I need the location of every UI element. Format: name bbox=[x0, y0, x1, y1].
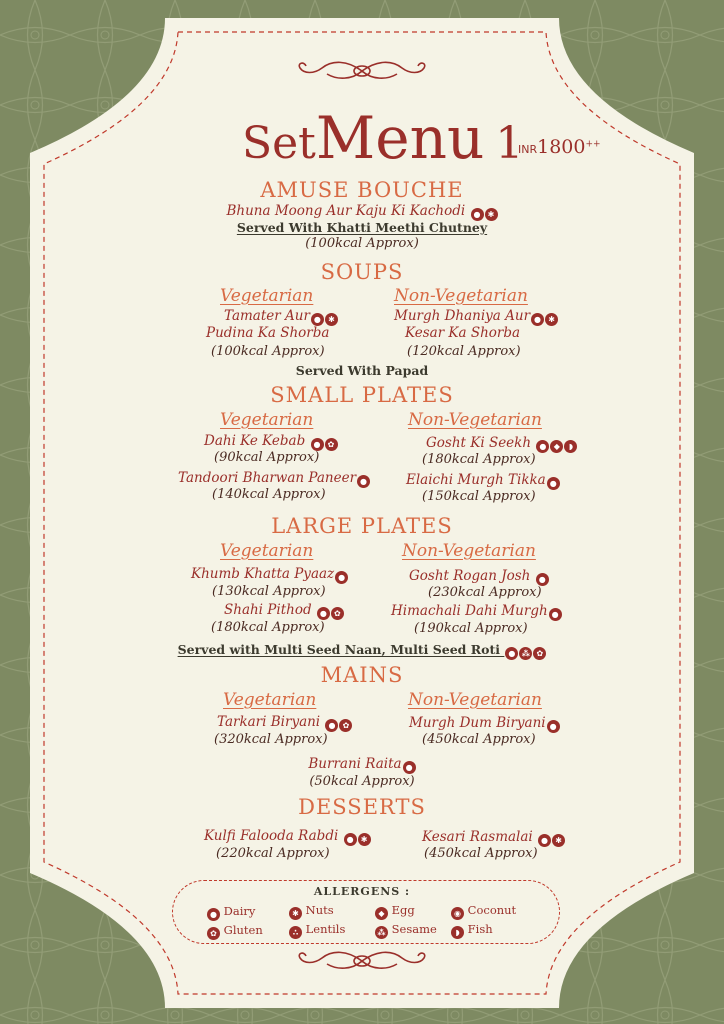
mains-veg-label: Vegetarian bbox=[223, 690, 317, 710]
mains-veg-kcal-1: (320kcal Approx) bbox=[214, 732, 328, 747]
dessert-name-2: Kesari Rasmalai bbox=[422, 829, 533, 845]
dairy-icon: ● bbox=[549, 608, 562, 621]
dairy-icon: ● bbox=[403, 761, 416, 774]
soup-nonveg-kcal: (120kcal Approx) bbox=[407, 344, 521, 359]
amuse-bouche-item bbox=[30, 203, 694, 221]
dairy-icon: ● bbox=[531, 313, 544, 326]
soups-veg-label: Vegetarian bbox=[220, 286, 314, 306]
desserts-heading: DESSERTS bbox=[298, 795, 426, 819]
legend-sesame bbox=[374, 922, 437, 939]
dairy-icon: ● bbox=[471, 208, 484, 221]
soup-nonveg-line1 bbox=[394, 308, 558, 326]
small-plates-heading: SMALL PLATES bbox=[270, 383, 454, 407]
small-nonveg-name-1: Gosht Ki Seekh bbox=[426, 435, 532, 451]
dairy-icon: ● bbox=[505, 647, 518, 660]
dairy-icon: ● bbox=[207, 908, 220, 921]
nuts-icon: ✱ bbox=[325, 313, 338, 326]
mains-nonveg-kcal-1: (450kcal Approx) bbox=[422, 732, 536, 747]
dessert-item-2 bbox=[422, 829, 565, 847]
lentils-icon: ∴ bbox=[289, 926, 302, 939]
large-veg-kcal-2: (180kcal Approx) bbox=[211, 620, 325, 635]
dairy-icon: ● bbox=[317, 607, 330, 620]
menu-card bbox=[30, 18, 694, 1008]
amuse-bouche-kcal: (100kcal Approx) bbox=[305, 236, 419, 251]
amuse-bouche-name: Bhuna Moong Aur Kaju Ki Kachodi bbox=[226, 203, 466, 219]
top-flourish-ornament bbox=[292, 58, 432, 84]
nuts-icon: ✱ bbox=[545, 313, 558, 326]
bottom-flourish-ornament bbox=[292, 948, 432, 974]
legend-coconut bbox=[450, 903, 516, 920]
soups-nonveg-label: Non-Vegetarian bbox=[394, 286, 528, 306]
title-number: 1 bbox=[495, 118, 524, 169]
dairy-icon: ● bbox=[325, 719, 338, 732]
small-veg-item-1 bbox=[204, 433, 338, 451]
amuse-bouche-note: Served With Khatti Meethi Chutney bbox=[236, 220, 488, 235]
small-veg-name-2: Tandoori Bharwan Paneer bbox=[178, 470, 357, 486]
small-nonveg-item-2 bbox=[406, 472, 560, 490]
sesame-icon: ⁂ bbox=[519, 647, 532, 660]
raita-item bbox=[30, 756, 694, 774]
nuts-icon: ✱ bbox=[289, 907, 302, 920]
large-plates-heading: LARGE PLATES bbox=[271, 514, 453, 538]
sesame-icon: ⁂ bbox=[375, 926, 388, 939]
coconut-icon: ◉ bbox=[451, 907, 464, 920]
price-value: 1800 bbox=[537, 136, 586, 158]
large-nonveg-kcal-2: (190kcal Approx) bbox=[414, 621, 528, 636]
legend-nuts-label: Nuts bbox=[305, 903, 334, 917]
dessert-kcal-2: (450kcal Approx) bbox=[424, 846, 538, 861]
legend-lentils bbox=[288, 922, 345, 939]
raita-kcal: (50kcal Approx) bbox=[309, 774, 415, 789]
raita-name: Burrani Raita bbox=[308, 756, 402, 772]
large-veg-kcal-1: (130kcal Approx) bbox=[212, 584, 326, 599]
small-nonveg-kcal-2: (150kcal Approx) bbox=[422, 489, 536, 504]
small-veg-name-1: Dahi Ke Kebab bbox=[204, 433, 306, 449]
soup-nonveg-line2: Kesar Ka Shorba bbox=[405, 325, 521, 341]
dairy-icon: ● bbox=[344, 833, 357, 846]
small-veg-kcal-2: (140kcal Approx) bbox=[212, 487, 326, 502]
mains-nonveg-name-1: Murgh Dum Biryani bbox=[409, 715, 546, 731]
menu-title bbox=[242, 104, 523, 172]
dessert-kcal-1: (220kcal Approx) bbox=[216, 846, 330, 861]
legend-nuts bbox=[288, 903, 334, 920]
dairy-icon: ● bbox=[536, 573, 549, 586]
large-nonveg-name-1: Gosht Rogan Josh bbox=[409, 568, 531, 584]
large-nonveg-kcal-1: (230kcal Approx) bbox=[428, 585, 542, 600]
mains-nonveg-label: Non-Vegetarian bbox=[408, 690, 542, 710]
legend-dairy bbox=[206, 904, 255, 921]
soup-veg-name-1: Tamater Aur bbox=[224, 308, 310, 324]
small-nonveg-item-1 bbox=[426, 435, 577, 453]
large-veg-name-2: Shahi Pithod bbox=[224, 602, 312, 618]
dairy-icon: ● bbox=[547, 720, 560, 733]
fish-icon: ◗ bbox=[564, 440, 577, 453]
legend-fish-label: Fish bbox=[467, 922, 493, 936]
small-nonveg-name-2: Elaichi Murgh Tikka bbox=[406, 472, 546, 488]
amuse-bouche-heading: AMUSE BOUCHE bbox=[260, 178, 464, 202]
large-veg-name-1: Khumb Khatta Pyaaz bbox=[191, 566, 335, 582]
small-veg-kcal-1: (90kcal Approx) bbox=[214, 450, 320, 465]
price-currency: INR bbox=[518, 143, 538, 156]
nuts-icon: ✱ bbox=[552, 834, 565, 847]
soups-heading: SOUPS bbox=[320, 260, 404, 284]
soups-note: Served With Papad bbox=[295, 363, 429, 378]
large-nonveg-name-2: Himachali Dahi Murgh bbox=[391, 603, 548, 619]
legend-gluten-label: Gluten bbox=[223, 923, 263, 937]
dairy-icon: ● bbox=[547, 477, 560, 490]
large-nonveg-label: Non-Vegetarian bbox=[402, 541, 536, 561]
gluten-icon: ✿ bbox=[331, 607, 344, 620]
legend-lentils-label: Lentils bbox=[305, 922, 346, 936]
dairy-icon: ● bbox=[335, 571, 348, 584]
soup-veg-line1 bbox=[224, 308, 338, 326]
price-tag bbox=[518, 136, 601, 158]
small-nonveg-kcal-1: (180kcal Approx) bbox=[422, 452, 536, 467]
title-set: Set bbox=[242, 118, 316, 169]
nuts-icon: ✱ bbox=[358, 833, 371, 846]
legend-sesame-label: Sesame bbox=[391, 922, 437, 936]
dairy-icon: ● bbox=[311, 313, 324, 326]
legend-gluten bbox=[206, 923, 263, 940]
gluten-icon: ✿ bbox=[325, 438, 338, 451]
large-veg-label: Vegetarian bbox=[220, 541, 314, 561]
small-nonveg-label: Non-Vegetarian bbox=[408, 410, 542, 430]
mains-veg-name-1: Tarkari Biryani bbox=[217, 714, 321, 730]
mains-nonveg-item-1 bbox=[409, 715, 560, 733]
gluten-icon: ✿ bbox=[339, 719, 352, 732]
dessert-name-1: Kulfi Falooda Rabdi bbox=[204, 828, 339, 844]
large-nonveg-item-2 bbox=[391, 603, 562, 621]
large-veg-item-2 bbox=[224, 602, 344, 620]
gluten-icon: ✿ bbox=[207, 927, 220, 940]
small-veg-item-2 bbox=[178, 470, 370, 488]
large-veg-item-1 bbox=[191, 566, 348, 584]
egg-icon: ◆ bbox=[375, 907, 388, 920]
legend-dairy-label: Dairy bbox=[223, 904, 256, 918]
large-note-text: Served with Multi Seed Naan, Multi Seed Roti bbox=[177, 642, 501, 657]
small-veg-label: Vegetarian bbox=[220, 410, 314, 430]
soup-veg-kcal: (100kcal Approx) bbox=[211, 344, 325, 359]
dairy-icon: ● bbox=[538, 834, 551, 847]
gluten-icon: ✿ bbox=[533, 647, 546, 660]
legend-egg bbox=[374, 903, 415, 920]
fish-icon: ◗ bbox=[451, 926, 464, 939]
legend-coconut-label: Coconut bbox=[467, 903, 517, 917]
egg-icon: ◆ bbox=[550, 440, 563, 453]
price-suffix: ++ bbox=[585, 139, 601, 150]
dairy-icon: ● bbox=[536, 440, 549, 453]
dairy-icon: ● bbox=[357, 475, 370, 488]
mains-heading: MAINS bbox=[320, 663, 404, 687]
dairy-icon: ● bbox=[311, 438, 324, 451]
mains-veg-item-1 bbox=[217, 714, 352, 732]
nuts-icon: ✱ bbox=[485, 208, 498, 221]
title-menu: Menu bbox=[315, 104, 485, 172]
dessert-item-1 bbox=[204, 828, 371, 846]
legend-fish bbox=[450, 922, 493, 939]
legend-egg-label: Egg bbox=[391, 903, 415, 917]
soup-veg-line2: Pudina Ka Shorba bbox=[206, 325, 330, 341]
large-nonveg-item-1 bbox=[409, 568, 549, 586]
large-plates-note bbox=[30, 642, 694, 660]
allergens-heading: ALLERGENS : bbox=[313, 885, 411, 898]
soup-nonveg-name-1: Murgh Dhaniya Aur bbox=[394, 308, 531, 324]
